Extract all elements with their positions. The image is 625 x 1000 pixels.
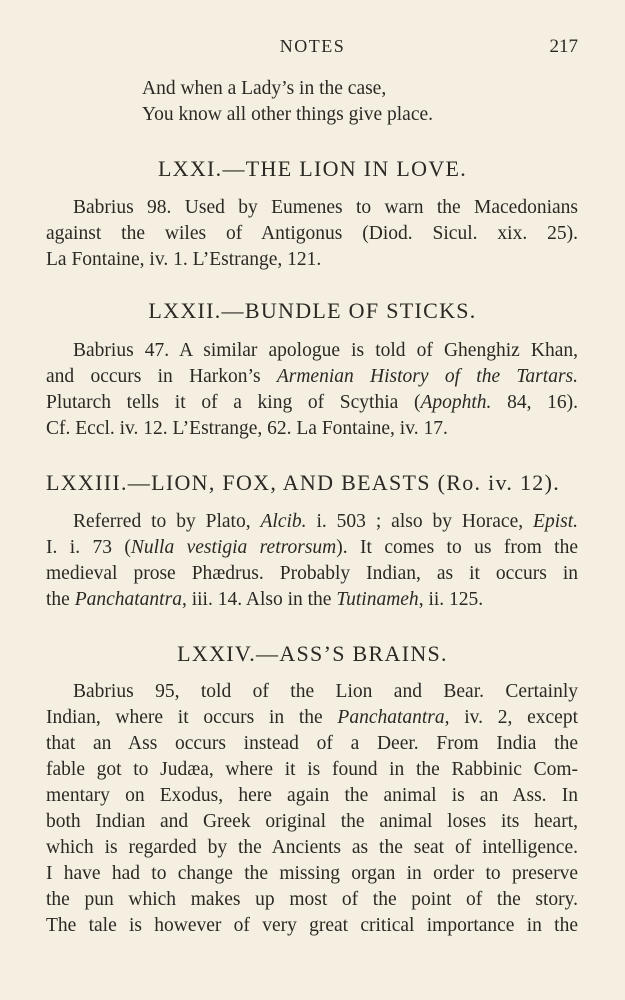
italic-title: Armenian History of the Tartars. bbox=[276, 366, 578, 387]
italic-title: Alcib. bbox=[260, 511, 307, 532]
italic-title: Tutinameh bbox=[336, 589, 419, 610]
body-line: medieval prose Phædrus. Probably Indian, as it occurs in bbox=[46, 563, 578, 584]
body-line: Babrius 98. Used by Eumenes to warn the Macedonians bbox=[73, 197, 578, 218]
body-line: which is regarded by the Ancients as the seat of intelligence. bbox=[46, 837, 578, 858]
body-line: Indian, where it occurs in the Panchatantra, iv. 2, except bbox=[46, 707, 578, 728]
body-line: The tale is however of very great critical importance in the bbox=[46, 915, 578, 936]
italic-title: Panchatantra bbox=[337, 707, 445, 728]
body-line: Plutarch tells it of a king of Scythia (Apophth. 84, 16). bbox=[46, 392, 578, 413]
running-head-title: NOTES bbox=[279, 36, 346, 56]
section-body bbox=[46, 679, 578, 939]
body-line: Babrius 47. A similar apologue is told of Ghenghiz Khan, bbox=[73, 340, 578, 361]
body-line: I have had to change the missing organ in order to preserve bbox=[46, 863, 578, 884]
section-body bbox=[46, 509, 578, 613]
verse-line: You know all other things give place. bbox=[142, 104, 434, 125]
section-heading: LXXII.—BUNDLE OF STICKS. bbox=[148, 298, 477, 323]
section-heading: LXXIV.—ASS’S BRAINS. bbox=[177, 641, 448, 666]
body-line: and occurs in Harkon’s Armenian History of the Tartars. bbox=[46, 366, 578, 387]
italic-title: Apophth. bbox=[420, 392, 492, 413]
body-line: I. i. 73 (Nulla vestigia retrorsum). It comes to us from the bbox=[46, 537, 579, 558]
section-heading: LXXI.—THE LION IN LOVE. bbox=[157, 156, 468, 181]
page-number: 217 bbox=[549, 36, 578, 57]
body-line: the Panchatantra, iii. 14. Also in the Tutinameh, ii. 125. bbox=[46, 589, 484, 610]
body-line: the pun which makes up most of the point of the story. bbox=[46, 889, 578, 910]
italic-title: Epist. bbox=[533, 511, 578, 532]
section-heading: LXXIII.—LION, FOX, AND BEASTS (Ro. iv. 12). bbox=[46, 470, 561, 495]
section-body bbox=[46, 195, 578, 273]
body-line: against the wiles of Antigonus (Diod. Sicul. xix. 25). bbox=[46, 223, 578, 244]
body-line: Cf. Eccl. iv. 12. L’Estrange, 62. La Fontaine, iv. 17. bbox=[46, 418, 448, 439]
section-body bbox=[46, 338, 578, 442]
body-line: mentary on Exodus, here again the animal is an Ass. In bbox=[46, 785, 578, 806]
italic-title: Panchatantra bbox=[74, 589, 182, 610]
body-line: Babrius 95, told of the Lion and Bear. Certainly bbox=[73, 681, 578, 702]
verse-line: And when a Lady’s in the case, bbox=[142, 78, 387, 99]
running-head bbox=[0, 36, 625, 60]
body-line: both Indian and Greek original the animal loses its heart, bbox=[46, 811, 578, 832]
verse-quotation bbox=[142, 76, 433, 128]
body-line: Referred to by Plato, Alcib. i. 503 ; also by Horace, Epist. bbox=[73, 511, 578, 532]
body-line: that an Ass occurs instead of a Deer. From India the bbox=[46, 733, 578, 754]
body-line: fable got to Judæa, where it is found in the Rabbinic Com- bbox=[46, 759, 578, 780]
body-line: La Fontaine, iv. 1. L’Estrange, 121. bbox=[46, 249, 322, 270]
italic-title: Nulla vestigia retrorsum bbox=[130, 537, 337, 558]
